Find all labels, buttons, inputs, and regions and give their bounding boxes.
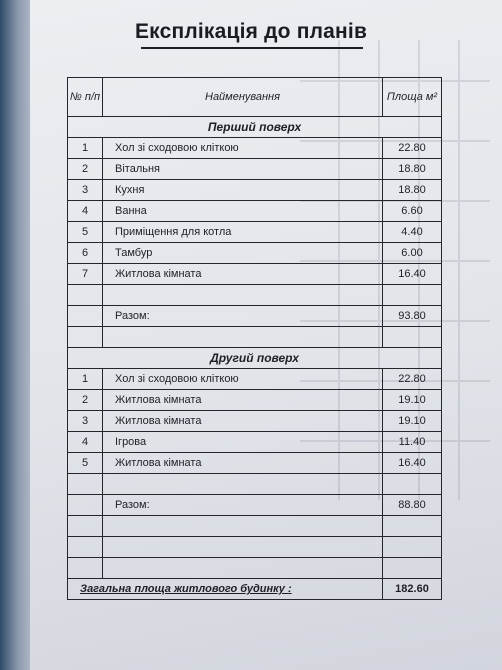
room-area: 19.10 [383,411,442,432]
empty-cell [103,516,383,537]
table-row [68,243,442,264]
empty-cell [68,327,103,348]
header-number: № п/п [68,78,103,117]
room-area: 4.40 [383,222,442,243]
subtotal-label: Разом: [103,306,383,327]
room-area: 6.00 [383,243,442,264]
grand-total-row [68,579,442,600]
room-name: Приміщення для котла [103,222,383,243]
room-name: Житлова кімната [103,411,383,432]
header-name: Найменування [103,78,383,117]
room-name: Ігрова [103,432,383,453]
room-area: 16.40 [383,264,442,285]
empty-cell [383,516,442,537]
table-row [68,369,442,390]
section-title-row [68,348,442,369]
row-number: 5 [68,222,103,243]
table-header-row [68,78,442,117]
empty-cell [103,474,383,495]
room-area: 18.80 [383,159,442,180]
room-area: 19.10 [383,390,442,411]
empty-cell [103,327,383,348]
empty-cell [103,558,383,579]
empty-cell [68,285,103,306]
empty-cell [68,516,103,537]
empty-row [68,537,442,558]
room-name: Хол зі сходовою кліткою [103,138,383,159]
table-row [68,453,442,474]
empty-cell [68,306,103,327]
explication-table-body [68,78,442,600]
row-number: 3 [68,180,103,201]
table-row [68,432,442,453]
title-underline [141,47,363,49]
table-row [68,222,442,243]
subtotal-row [68,495,442,516]
table-row [68,411,442,432]
room-name: Житлова кімната [103,453,383,474]
room-name: Житлова кімната [103,390,383,411]
row-number: 4 [68,201,103,222]
row-number: 2 [68,390,103,411]
empty-row [68,474,442,495]
table-row [68,201,442,222]
empty-row [68,285,442,306]
subtotal-row [68,306,442,327]
row-number: 4 [68,432,103,453]
empty-cell [68,474,103,495]
grand-total-value: 182.60 [383,579,442,600]
row-number: 6 [68,243,103,264]
table-row [68,180,442,201]
table-row [68,159,442,180]
table-row [68,264,442,285]
empty-cell [68,495,103,516]
table-row [68,138,442,159]
room-area: 22.80 [383,138,442,159]
empty-cell [68,537,103,558]
room-name: Ванна [103,201,383,222]
row-number: 2 [68,159,103,180]
empty-row [68,516,442,537]
row-number: 5 [68,453,103,474]
document-title: Експлікація до планів [134,20,368,43]
grand-total-label: Загальна площа житлового будинку : [68,579,383,600]
empty-cell [383,558,442,579]
empty-cell [383,285,442,306]
empty-cell [383,474,442,495]
subtotal-label: Разом: [103,495,383,516]
header-area: Площа м² [383,78,442,117]
subtotal-value: 93.80 [383,306,442,327]
table-row [68,390,442,411]
empty-cell [103,285,383,306]
room-area: 6.60 [383,201,442,222]
section-title: Перший поверх [68,117,442,138]
empty-cell [68,558,103,579]
section-title-row [68,117,442,138]
room-area: 16.40 [383,453,442,474]
room-area: 22.80 [383,369,442,390]
explication-table [67,77,442,600]
section-title: Другий поверх [68,348,442,369]
row-number: 3 [68,411,103,432]
room-area: 18.80 [383,180,442,201]
empty-cell [103,537,383,558]
room-name: Вітальня [103,159,383,180]
empty-cell [383,327,442,348]
row-number: 1 [68,138,103,159]
room-name: Житлова кімната [103,264,383,285]
room-name: Кухня [103,180,383,201]
subtotal-value: 88.80 [383,495,442,516]
room-name: Тамбур [103,243,383,264]
empty-cell [383,537,442,558]
room-name: Хол зі сходовою кліткою [103,369,383,390]
row-number: 7 [68,264,103,285]
empty-row [68,558,442,579]
row-number: 1 [68,369,103,390]
room-area: 11.40 [383,432,442,453]
empty-row [68,327,442,348]
